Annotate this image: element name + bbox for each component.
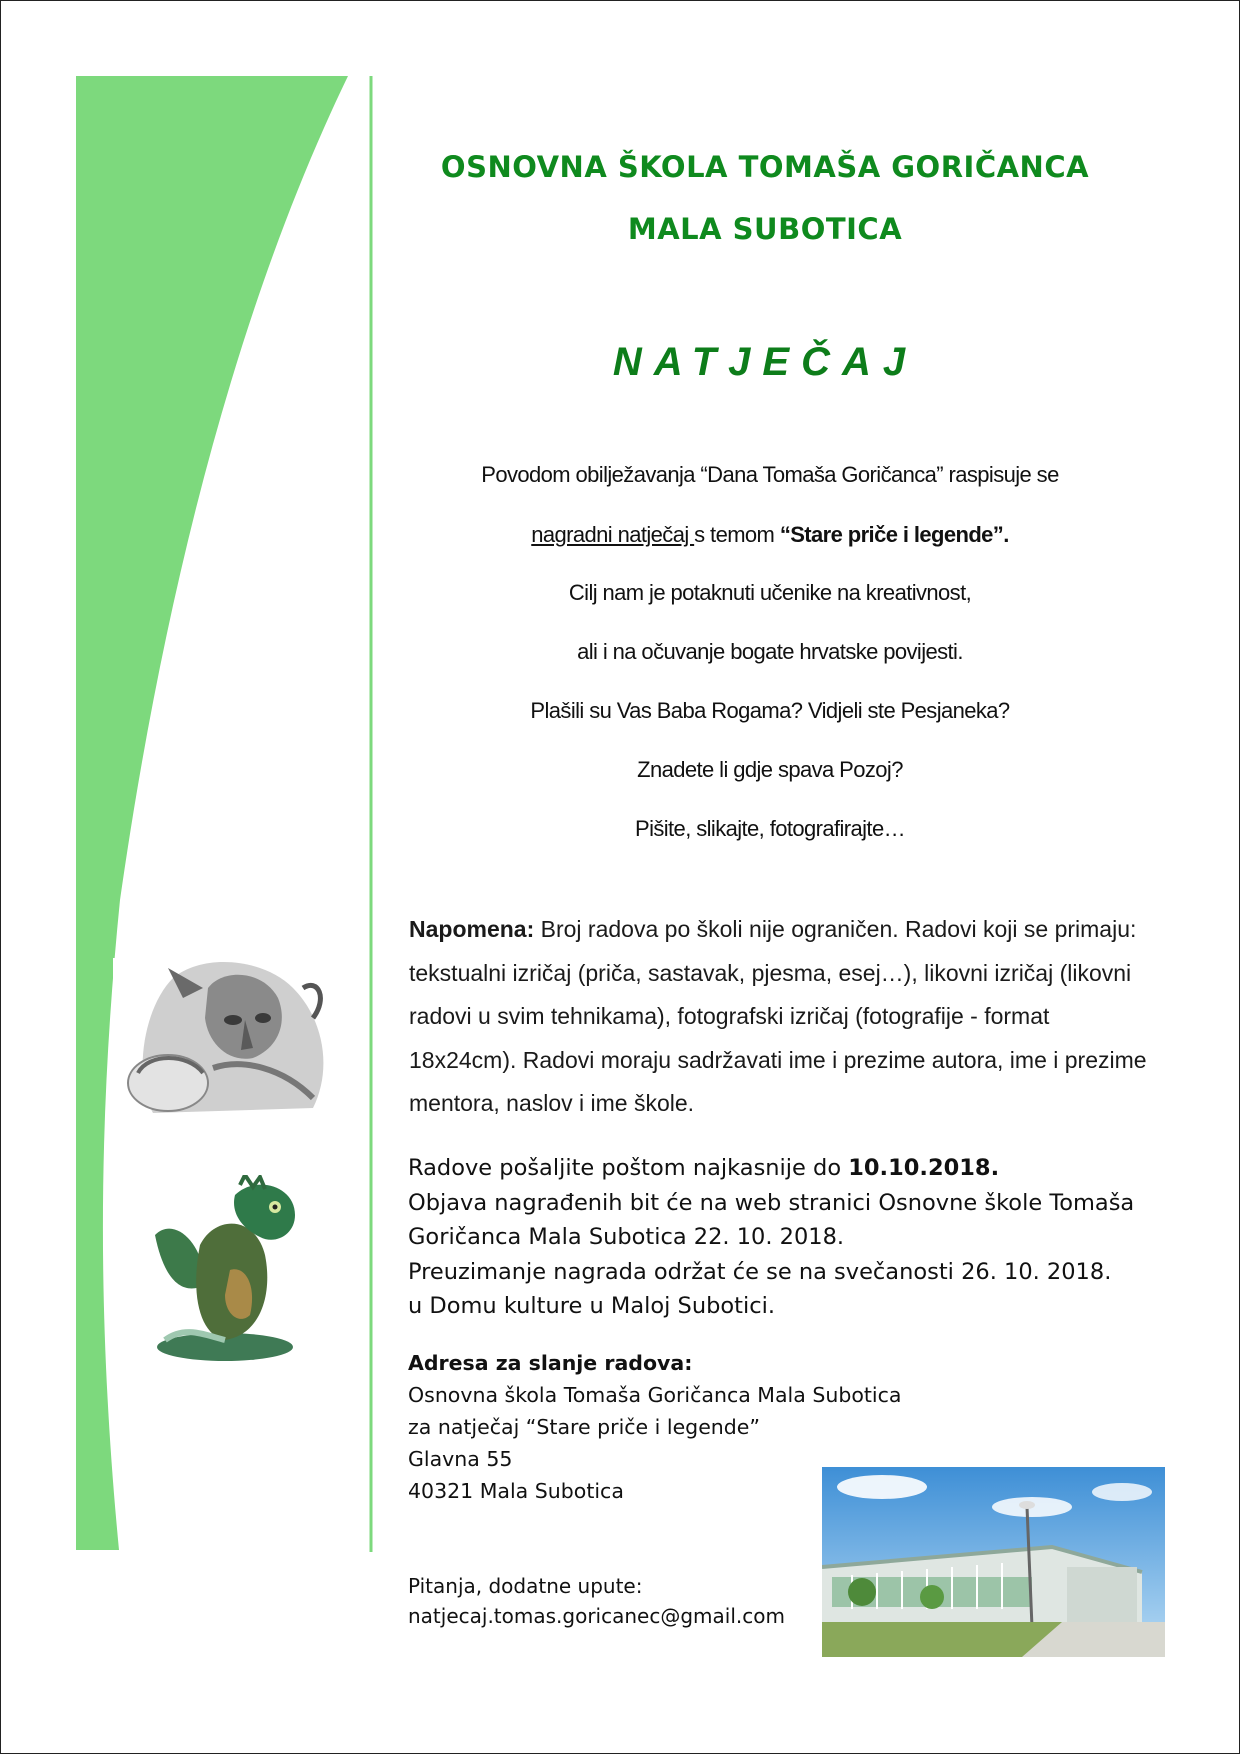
address-line: 40321 Mala Subotica: [408, 1479, 624, 1503]
address-line: za natječaj “Stare priče i legende”: [408, 1415, 761, 1439]
town-name: MALA SUBOTICA: [627, 212, 903, 246]
deadline-line: [408, 1151, 1188, 1186]
intro-line: [380, 522, 1160, 548]
address-label: Adresa za slanje radova:: [408, 1351, 693, 1375]
dates-line: Goričanca Mala Subotica 22. 10. 2018.: [408, 1224, 845, 1250]
contest-underlined: nagradni natječaj: [531, 522, 695, 547]
page-title: NATJEČAJ: [612, 340, 918, 384]
baba-roga-illustration: [113, 958, 348, 1123]
dragon-figurine-image: [145, 1175, 305, 1365]
note-paragraph: [409, 908, 1149, 1126]
intro-line: Povodom obilježavanja “Dana Tomaša Goričanca” raspisuje se: [481, 462, 1059, 487]
intro-line: Pišite, slikajte, fotografirajte…: [635, 816, 905, 841]
intro-text: s temom: [694, 522, 780, 547]
contact-label: Pitanja, dodatne upute:: [408, 1574, 643, 1598]
intro-line: Cilj nam je potaknuti učenike na kreativnost,: [568, 580, 972, 605]
intro-line: Plašili su Vas Baba Rogama? Vidjeli ste Pesjaneka?: [530, 698, 1010, 723]
address-line: Glavna 55: [408, 1447, 513, 1471]
dates-line: Objava nagrađenih bit će na web stranici Osnovne škole Tomaša: [408, 1189, 1135, 1216]
intro-line: Znadete li gdje spava Pozoj?: [637, 757, 903, 782]
dates-line: u Domu kulture u Maloj Subotici.: [408, 1293, 775, 1319]
contact-email[interactable]: natjecaj.tomas.goricanec@gmail.com: [408, 1604, 785, 1628]
deadline-date: 10.10.2018.: [848, 1155, 1000, 1181]
school-name: OSNOVNA ŠKOLA TOMAŠA GORIČANCA: [440, 150, 1090, 184]
dates-section: [408, 1151, 1188, 1324]
dates-line: Preuzimanje nagrada održat će se na svečanosti 26. 10. 2018.: [408, 1258, 1112, 1285]
intro-line: ali i na očuvanje bogate hrvatske povijesti.: [577, 639, 963, 664]
note-text: Broj radova po školi nije ograničen. Radovi koji se primaju: tekstualni izričaj (priča, sastavak, pjesma, esej…), likovni izričaj (likovni radovi u svim tehnikama), fotografski izričaj (fotografije - format 18x24cm). Radovi moraju sadržavati ime i prezime autora, ime i prezime mentora, naslov i ime škole.: [409, 916, 1147, 1116]
deadline-text: Radove pošaljite poštom najkasnije do: [408, 1155, 849, 1181]
address-line: Osnovna škola Tomaša Goričanca Mala Subotica: [408, 1383, 902, 1407]
note-label: Napomena:: [409, 916, 535, 942]
contest-theme: “Stare priče i legende”.: [779, 522, 1009, 547]
school-building-photo: [822, 1467, 1165, 1657]
contact-section: [408, 1571, 828, 1631]
